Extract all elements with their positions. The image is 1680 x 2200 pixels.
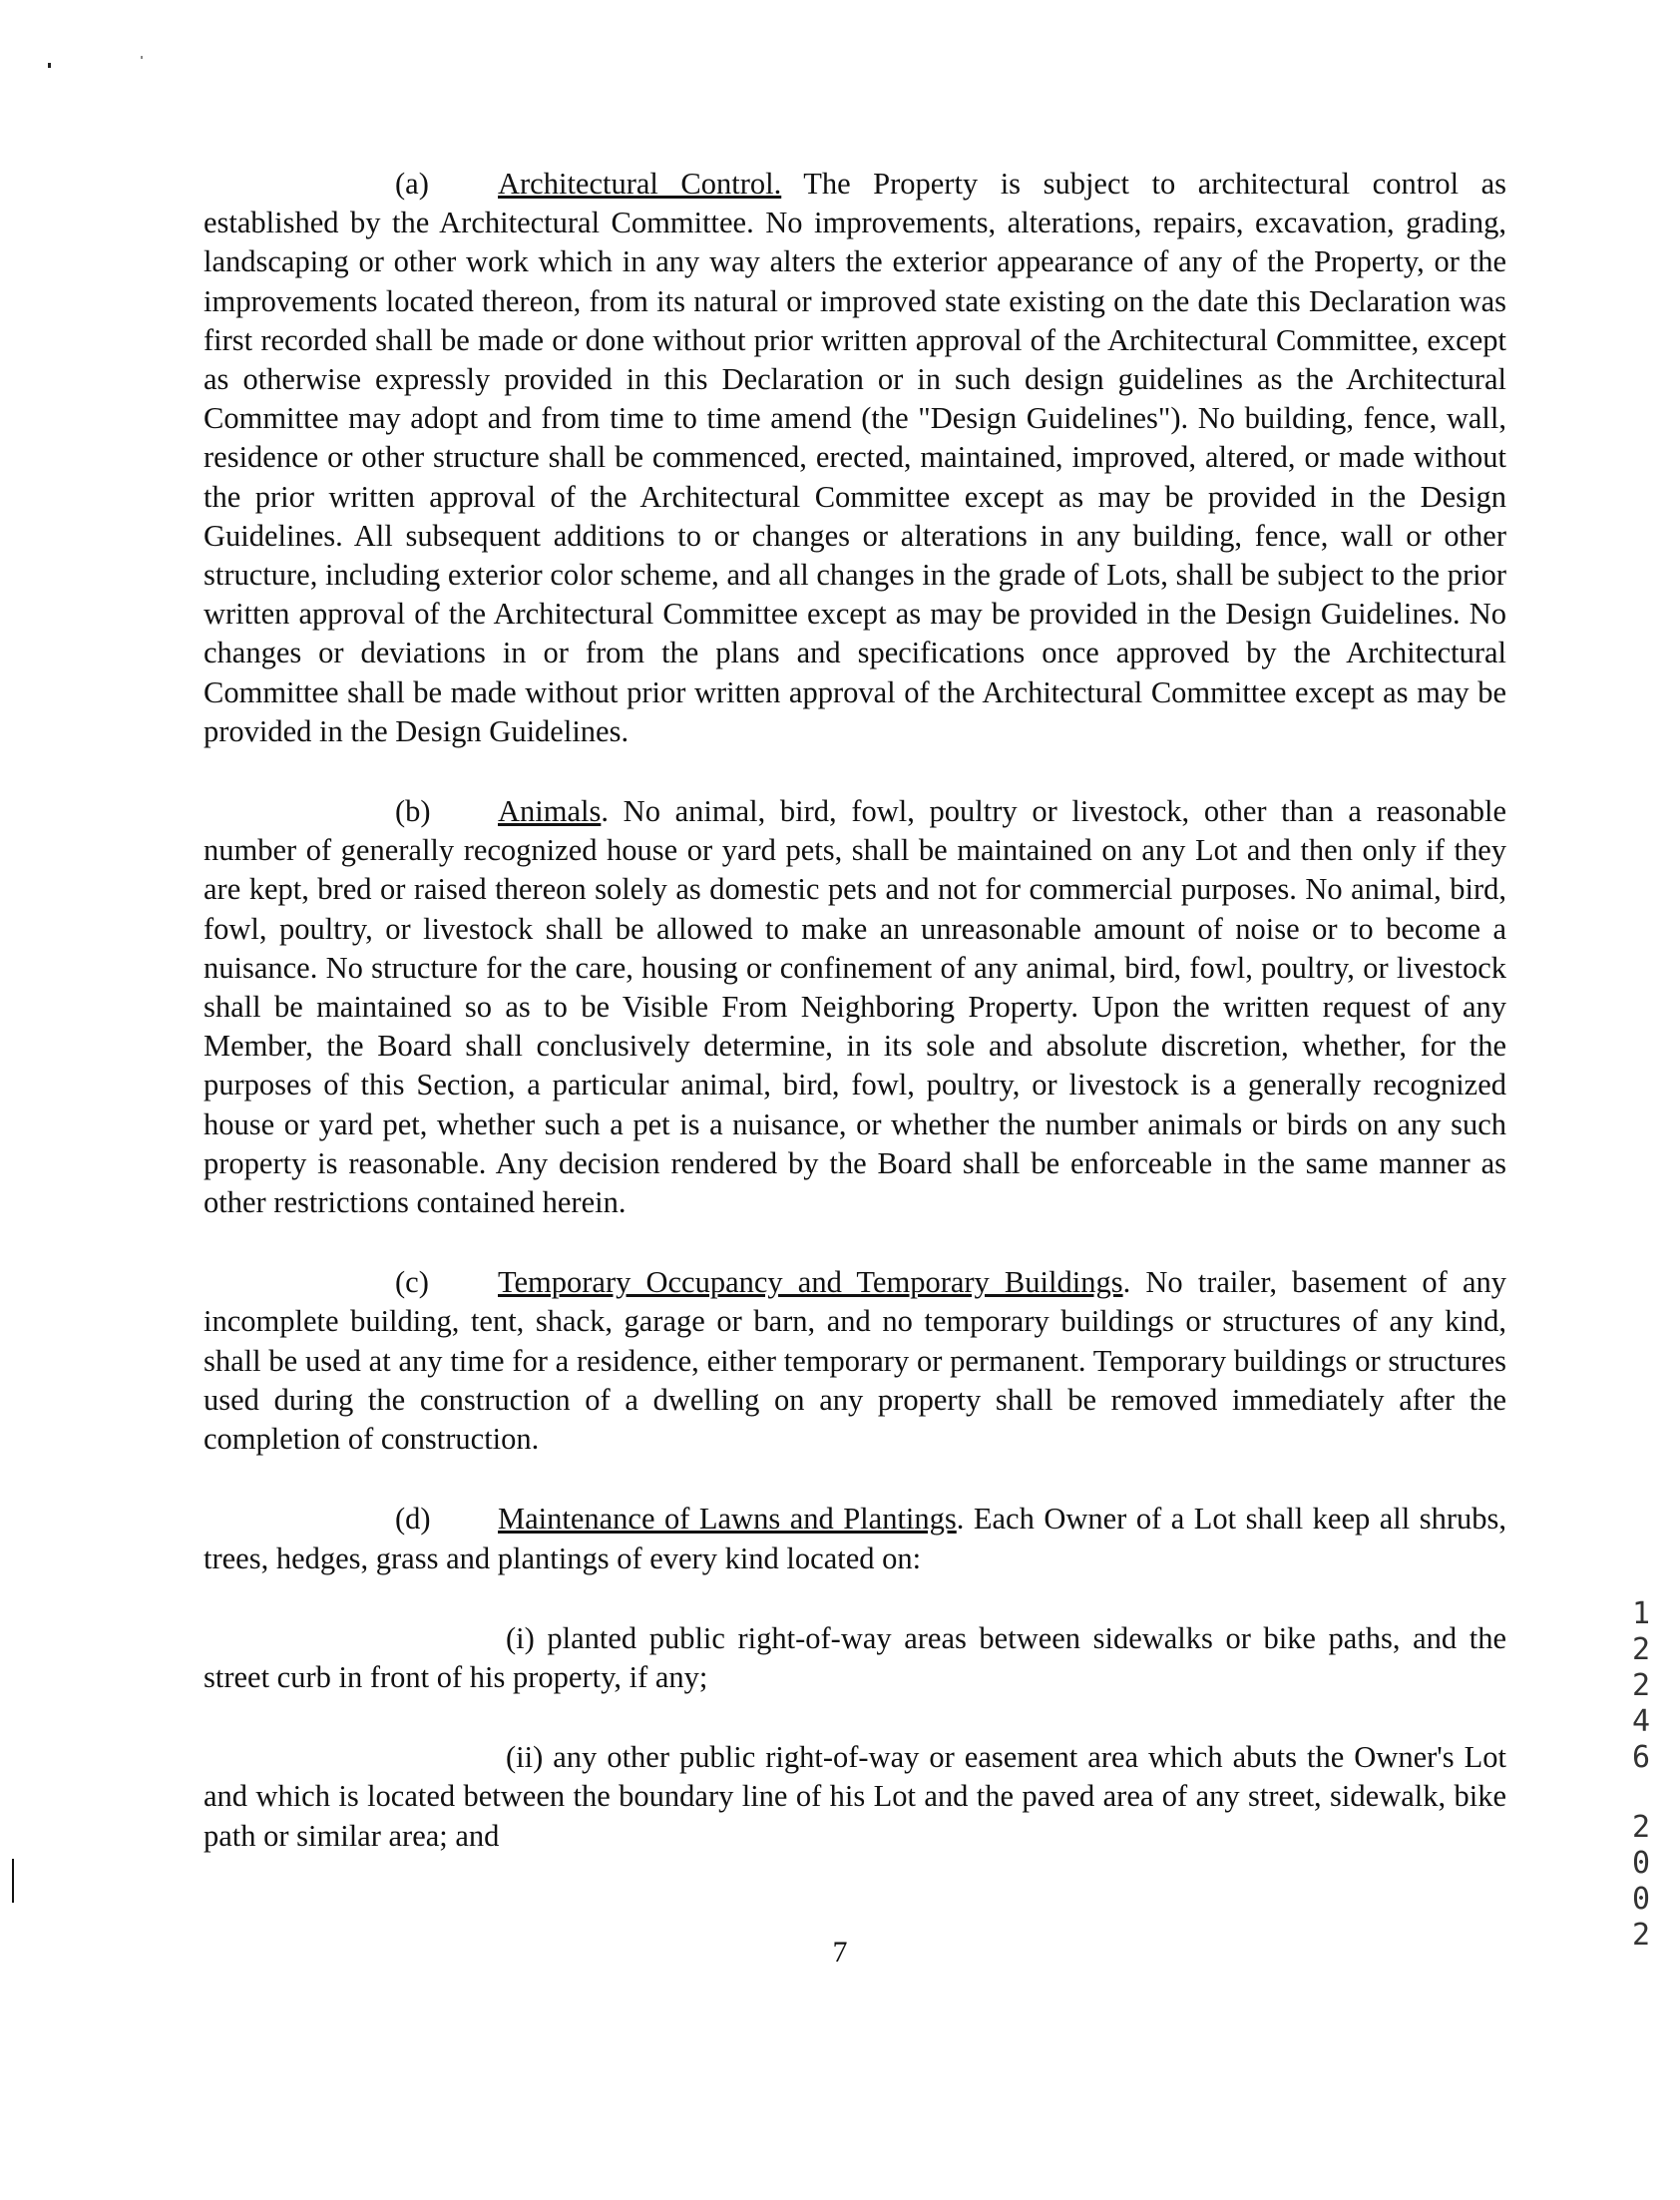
paragraph-heading: Temporary Occupancy and Temporary Buildings [498,1265,1123,1300]
stamp-digit: 0 [1631,1846,1651,1881]
stamp-digit: 0 [1631,1882,1651,1917]
stamp-digit: 1 [1631,1596,1651,1631]
scan-speck [141,56,143,59]
paragraph-architectural-control [204,165,1506,751]
margin-mark [12,1859,14,1903]
paragraph-text: . No trailer, basement of any incomplete building, tent, shack, garage or barn, and no temporary buildings or structures of any kind, shall be used at any time for a residence, either temporary or permanent. Temporary buildings or structures used during the construction of a dwelling on any property shall be removed immediately after the completion of construction. [204,1265,1506,1457]
paragraph-heading: Maintenance of Lawns and Plantings [498,1502,957,1537]
paragraph-heading: Animals [498,794,602,829]
paragraph-text: . No animal, bird, fowl, poultry or livestock, other than a reasonable number of generally recognized house or yard pets, shall be maintained on any Lot and then only if they are kept, bred or raised thereon solely as domestic pets and not for commercial purposes. No animal, bird, fowl, poultry, or livestock shall be allowed to make an unreasonable amount of noise or to become a nuisance. No structure for the care, housing or confinement of any animal, bird, fowl, poultry, or livestock shall be maintained so as to be Visible From Neighboring Property. Upon the written request of any Member, the Board shall conclusively determine, in its sole and absolute discretion, whether, for the purposes of this Section, a particular animal, bird, fowl, poultry, or livestock is a generally recognized house or yard pet, whether such a pet is a nuisance, or whether the number animals or birds on any such property is reasonable. Any decision rendered by the Board shall be enforceable in the same manner as other restrictions contained herein. [204,794,1506,1220]
paragraph-heading: Architectural Control. [498,167,782,201]
subitem-text: (ii) any other public right-of-way or easement area which abuts the Owner's Lot and which is located between the boundary line of his Lot and the paved area of any street, sidewalk, bike path or similar area; and [204,1740,1506,1853]
stamp-digit: 6 [1631,1740,1651,1775]
paragraph-maintenance-lawns [204,1500,1506,1577]
stamp-digit: 2 [1631,1668,1651,1703]
scan-speck [48,63,51,68]
document-body [204,165,1506,1897]
stamp-gap [1626,1776,1656,1810]
paragraph-text: The Property is subject to architectural control as established by the Architectural Committee. No improvements, alterations, repairs, excavation, grading, landscaping or other work which in any way alters the exterior appearance of any of the Property, or the improvements located thereon, from its natural or improved state existing on the date this Declaration was first recorded shall be made or done without prior written approval of the Architectural Committee, except as otherwise expressly provided in this Declaration or in such design guidelines as the Architectural Committee may adopt and from time to time amend (the "Design Guidelines"). No building, fence, wall, residence or other structure shall be commenced, erected, maintained, improved, altered, or made without the prior written approval of the Architectural Committee except as may be provided in the Design Guidelines. All subsequent additions to or changes or alterations in any building, fence, wall or other structure, including exterior color scheme, and all changes in the grade of Lots, shall be subject to the prior written approval of the Architectural Committee except as may be provided in the Design Guidelines. No changes or deviations in or from the plans and specifications once approved by the Architectural Committee shall be made without prior written approval of the Architectural Committee except as may be provided in the Design Guidelines. [204,167,1506,748]
stamp-digit: 2 [1631,1632,1651,1667]
paragraph-temporary-occupancy [204,1263,1506,1459]
page-number: 7 [832,1936,848,1969]
subitem-ii [204,1738,1506,1856]
paragraph-label: (c) [395,1265,429,1300]
paragraph-animals [204,792,1506,1222]
paragraph-text: . Each Owner of a Lot shall keep all shrubs, trees, hedges, grass and plantings of every kind located on: [204,1502,1506,1575]
subitem-text: (i) planted public right-of-way areas between sidewalks or bike paths, and the street curb in front of his property, if any; [204,1620,1506,1694]
paragraph-label: (a) [395,167,429,201]
recording-number-stamp [1626,1596,1656,1954]
paragraph-label: (b) [395,794,431,829]
paragraph-label: (d) [395,1502,431,1537]
stamp-digit: 2 [1631,1918,1651,1953]
stamp-digit: 2 [1631,1810,1651,1845]
stamp-digit: 4 [1631,1704,1651,1739]
subitem-i [204,1619,1506,1697]
